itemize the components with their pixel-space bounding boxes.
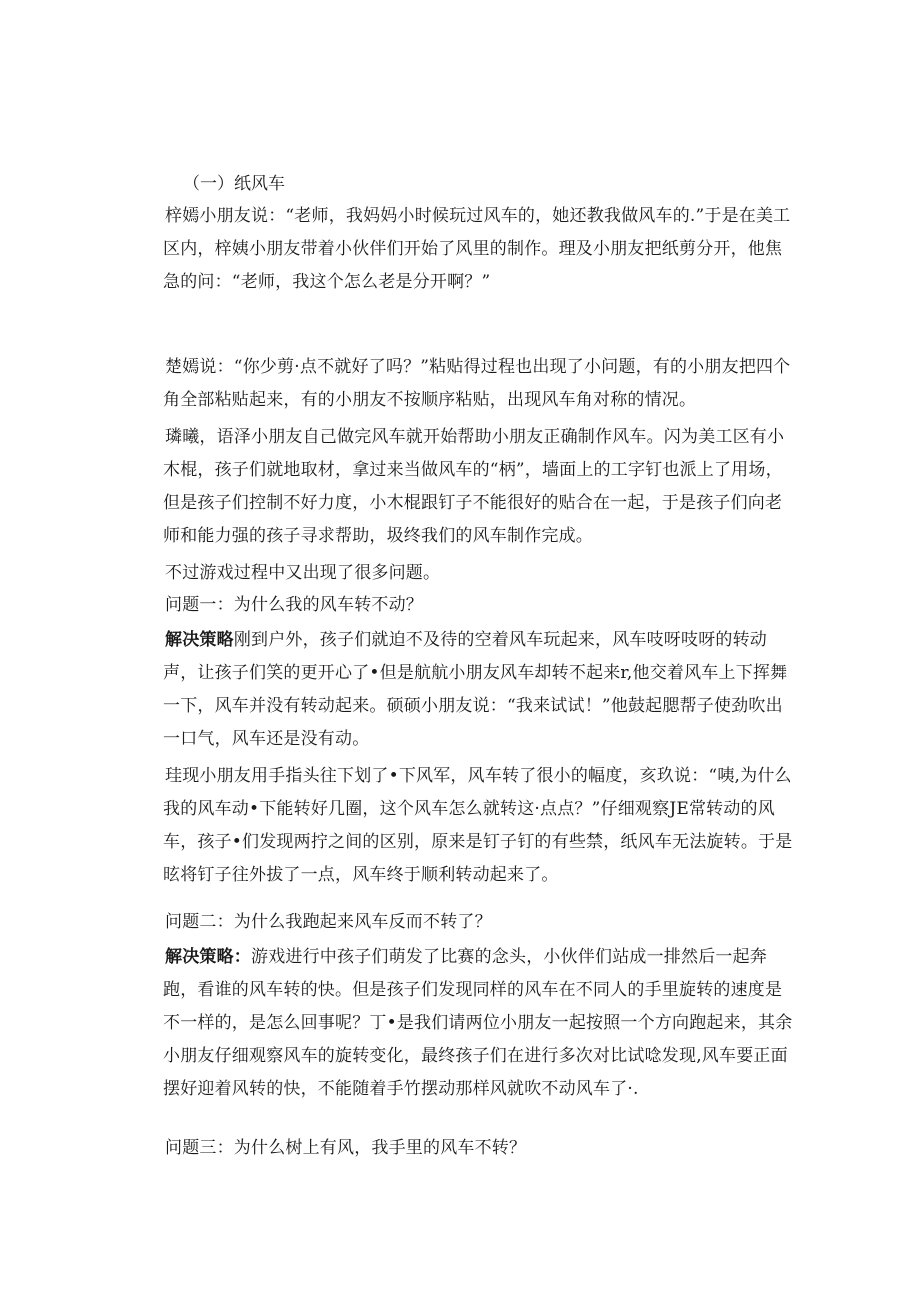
question-one-heading: 问题一：为什么我的风车转不动？ bbox=[165, 595, 423, 615]
solution-label: 解决策略 bbox=[165, 630, 234, 650]
paragraph-pasting-problem: 楚嫣说：“你少剪·点不就好了吗？”粘贴得过程也出现了小问题，有的小朋友把四个角全部粘贴起来，有的小朋友不按顺序粘贴，出现风车角对称的情况。 bbox=[163, 357, 791, 410]
paragraph-solution-two bbox=[163, 941, 793, 1106]
solution-text: 刚到户外，孩子们就迫不及待的空着风车玩起来，风车吱呀吱呀的转动声，让孩子们笑的更开心了•但是航航小朋友风车却转不起来r,他交着风车上下挥舞一下，风车并没有转动起来。硕硕小朋友说：“我来试试！”他鼓起腮帮子使劲吹出一口气，风车还是没有动。 bbox=[163, 630, 788, 749]
solution-text: 游戏进行中孩子们萌发了比赛的念头，小伙伴们站成一排然后一起奔跑，看谁的风车转的快。但是孩子们发现同样的风车在不同人的手里旋转的速度是不一样的，是怎么回事呢？丁•是我们请两位小朋友一起按照一个方向跑起来，其余小朋友仔细观察风车的旋转变化，最终孩子们在进行多次对比试唸发现,风车要正面摆好迎着风转的快，不能随着手竹摆动那样风就吹不动风车了·. bbox=[163, 947, 793, 1099]
question-three-heading: 问题三：为什么树上有风，我手里的风车不转？ bbox=[165, 1138, 527, 1158]
paragraph-paper-windmill-intro: 梓嫣小朋友说：“老师，我妈妈小时候玩过风车的，她还教我做风车的.”于是在美工区内，梓姨小朋友带着小伙伴们开始了风里的制作。理及小朋友把纸剪分开，他焦急的问：“老师，我这个怎么老是分开啊？” bbox=[163, 206, 791, 292]
paragraph-making-handle: 璘曦，语泽小朋友自己做完风车就开始帮助小朋友正确制作风车。闪为美工区有小木棍，孩子们就地取材，拿过来当做风车的“柄”，墙面上的工字钉也派上了用场，但是孩子们控制不好力度，小木棍跟钉子不能很好的贴合在一起，于是孩子们向老师和能力强的孩子寻求帮助，圾终我们的风车制作完成。 bbox=[163, 427, 785, 546]
paragraph-observation: 珪现小朋友用手指头往下划了•下风军，风车转了很小的幅度，亥玖说：“咦,为什么我的风车动•下能转好几圈，这个风车怎么就转这·点点？”仔细观察JE常转动的风车，孩子•们发现两拧之间的区别，原来是钉子钉的有些禁，纸风车无法旋转。于是昡将钉子往外拔了一点，风车终于顺利转动起来了。 bbox=[163, 766, 793, 885]
paragraph-solution-one bbox=[163, 624, 793, 756]
paragraph-more-problems: 不过游戏过程中又出现了很多问题。 bbox=[165, 563, 441, 583]
question-two-heading: 问题二：为什么我跑起来风车反而不转了？ bbox=[165, 912, 492, 932]
section-title: （一）纸风车 bbox=[183, 174, 285, 194]
solution-label: 解决策略： bbox=[165, 947, 251, 967]
